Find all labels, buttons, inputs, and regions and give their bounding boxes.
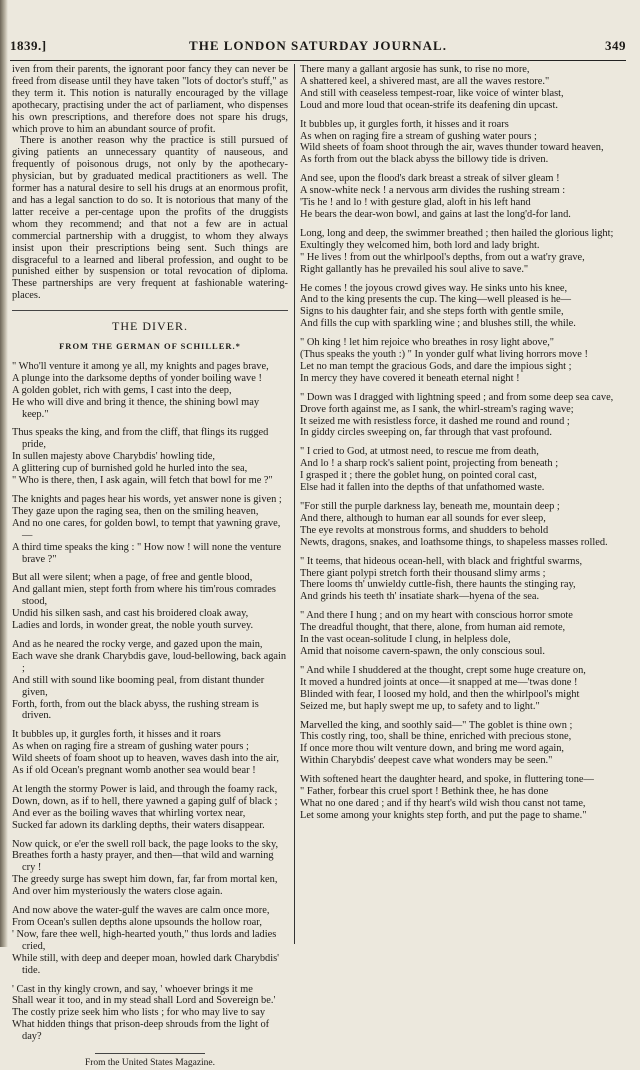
- poem-stanza: [12, 905, 288, 976]
- poem-stanza: [300, 392, 628, 440]
- poem-line: Drove forth against me, as I sank, the whirl-stream's raging wave;: [300, 403, 574, 415]
- poem-stanza: [12, 361, 288, 421]
- poem-stanza: [300, 119, 628, 167]
- poem-line: And over him mysteriously the waters close again.: [12, 886, 223, 898]
- poem-line: As forth from out the black abyss the billowy tide is driven.: [300, 154, 549, 166]
- poem-stanza: [12, 427, 288, 487]
- poem-line: " Down was I dragged with lightning speed ; and from some deep sea cave,: [300, 391, 614, 403]
- poem-title: THE DIVER.: [112, 319, 188, 334]
- poem-line: There many a gallant argosie has sunk, to rise no more,: [300, 64, 530, 75]
- article-paragraph: iven from their parents, the ignorant poor fancy they can never be freed from disease until they have taken "lots of doctor's stuff," as they term it. This notion is naturally encouraged by the village apothecary, practising under the act of parliament, who dispenses his own prescriptions, and therefore does not spare his drugs, which prove to him an abundant source of profit.: [12, 64, 288, 135]
- poem-line: And see, upon the flood's dark breast a streak of silver gleam !: [300, 173, 560, 185]
- poem-line: In mercy they have covered it beneath eternal night !: [300, 372, 520, 384]
- source-note: From the United States Magazine.: [84, 1058, 216, 1069]
- poem-line: " Father, forbear this cruel sport ! Bethink thee, he has done: [300, 786, 549, 798]
- poem-line: Amid that noisome cavern-spawn, the only conscious soul.: [300, 645, 546, 657]
- poem-stanza: [12, 839, 288, 899]
- poem-line: Blinded with fear, I loosed my hold, and then the whirlpool's might: [300, 688, 580, 700]
- poem-line: A shattered keel, a shivered mast, are all the waves restore.": [300, 75, 550, 87]
- poem-line: It bubbles up, it gurgles forth, it hisses and it roars: [12, 729, 221, 741]
- poem-line: And lo ! a sharp rock's salient point, projecting from beneath ;: [300, 458, 559, 470]
- poem-line: Wild sheets of foam shoot through the air, waves thunder toward heaven,: [300, 142, 604, 154]
- poem-line: And gallant mien, stept forth from where his tim'rous comrades stood,: [12, 584, 276, 608]
- poem-stanza: [300, 774, 628, 822]
- poem-line: Long, long and deep, the swimmer breathed ; then hailed the glorious light;: [300, 227, 614, 239]
- poem-stanza: [300, 228, 628, 276]
- poem-line: The costly prize seek him who lists ; for who may live to say: [12, 1007, 266, 1019]
- poem-stanza: [12, 639, 288, 722]
- poem-line: The greedy surge has swept him down, far, far from mortal ken,: [12, 874, 278, 886]
- poem-line: As when on raging fire a stream of gushing water pours ;: [300, 130, 537, 142]
- poem-line: Down, down, as if to hell, there yawned a gaping gulf of black ;: [12, 795, 278, 807]
- poem-line: " I cried to God, at utmost need, to rescue me from death,: [300, 446, 539, 458]
- poem-line: The dreadful thought, that there, alone, from human aid remote,: [300, 622, 566, 634]
- poem-line: Ladies and lords, in wonder great, the noble youth survey.: [12, 620, 254, 632]
- poem-line: A golden goblet, rich with gems, I cast into the deep,: [12, 384, 232, 396]
- poem-line: He comes ! the joyous crowd gives way. He sinks unto his knee,: [300, 282, 568, 294]
- page-binding-edge: [0, 0, 8, 947]
- poem-line: Now quick, or e'er the swell roll back, the page looks to the sky,: [12, 838, 279, 850]
- poem-line: And now above the water-gulf the waves are calm once more,: [12, 905, 270, 917]
- poem-line: There looms th' unwieldy cuttle-fish, there haunts the stinging ray,: [300, 579, 576, 591]
- poem-line: What no one dared ; and if thy heart's wild wish thou canst not tame,: [300, 797, 586, 809]
- poem-stanza: [300, 337, 628, 385]
- poem-line: A plunge into the darksome depths of yonder boiling wave !: [12, 372, 262, 384]
- poem-line: Newts, dragons, snakes, and loathsome things, to shapeless masses rolled.: [300, 536, 608, 548]
- poem-line: " Who is there, then, I ask again, will fetch that bowl for me ?": [12, 475, 273, 487]
- poem-line: And there, although to human ear all sounds for ever sleep,: [300, 512, 546, 524]
- poem-line: But all were silent; when a page, of free and gentle blood,: [12, 572, 253, 584]
- left-column: [12, 64, 288, 1070]
- poem-line: ' Now, fare thee well, high-hearted youth," thus lords and ladies cried,: [12, 928, 277, 952]
- poem-line: It seized me with resistless force, it dashed me round and round ;: [300, 415, 570, 427]
- poem-line: Forth, forth, from out the black abyss, the rushing stream is driven.: [12, 698, 259, 722]
- poem-line: From Ocean's sullen depths alone upsounds the hollow roar,: [12, 917, 262, 928]
- poem-line: And ever as the boiling waves that whirling vortex near,: [12, 807, 246, 819]
- poem-line: Seized me, but haply swept me up, to safety and to light.": [300, 700, 540, 712]
- poem-line: "For still the purple darkness lay, beneath me, mountain deep ;: [300, 501, 560, 512]
- poem-line: Marvelled the king, and soothly said—" The goblet is thine own ;: [300, 719, 573, 731]
- poem-line: And to the king presents the cup. The king—well pleased is he—: [300, 294, 572, 306]
- poem-line: " Who'll venture it among ye all, my knights and pages brave,: [12, 360, 269, 372]
- poem-stanza: [12, 494, 288, 565]
- poem-line: He bears the dear-won bowl, and gains at last the long'd-for land.: [300, 208, 571, 220]
- poem-line: It moved a hundred joints at once—it snapped at me—'twas done !: [300, 676, 578, 688]
- poem-stanza: [300, 283, 628, 331]
- poem-line: " It teems, that hideous ocean-hell, with black and frightful swarms,: [300, 555, 583, 567]
- poem-line: Right gallantly has he prevailed his soul alive to save.": [300, 263, 529, 275]
- header-rule: [10, 60, 626, 61]
- poem-line: Undid his silken sash, and cast his broidered cloak away,: [12, 608, 249, 620]
- poem-line: " Oh king ! let him rejoice who breathes in rosy light above,": [300, 337, 555, 349]
- poem-stanza: [12, 784, 288, 832]
- poem-line: And fills the cup with sparkling wine ; and blushes still, the while.: [300, 318, 576, 330]
- poem-line: Else had it fallen into the depths of that unfathomed waste.: [300, 482, 545, 494]
- poem-line: 'Tis he ! and lo ! with gesture glad, aloft in his left hand: [300, 197, 531, 209]
- poem-line: He who will dive and bring it thence, the shining bowl may keep.": [12, 396, 260, 420]
- poem-line: And grinds his teeth th' insatiate shark—hyena of the sea.: [300, 591, 540, 603]
- poem-line: With softened heart the daughter heard, and spoke, in fluttering tone—: [300, 774, 594, 786]
- article-paragraph: There is another reason why the practice is still pursued of giving patients an unnecessary quantity of nauseous, and frequently of poisonous drugs, not only by the apothecary-physician, but by graduated medical practitioners as well. The former has a natural desire to sell his drugs at an enormous profit, and has a legal sanction to do so. It is notorious that many of the latter receive a per-centage upon the profits of the druggists whom they recommend; and that not a few are in actual commercial partnership with a druggist, to whom they always insist upon their prescriptions being sent. Such things are disgraceful to a learned and liberal profession, and ought to be punished either by suspension or total revocation of diploma. These partnerships are very frequent at fashionable watering-places.: [12, 135, 288, 302]
- poem-line: A snow-white neck ! a nervous arm divides the rushing stream :: [300, 185, 566, 197]
- poem-line: They gaze upon the raging sea, then on the smiling heaven,: [12, 505, 259, 517]
- poem-line: Within Charybdis' deepest cave what wonders may be seen.": [300, 755, 553, 767]
- poem-line: This costly ring, too, shall be thine, enriched with precious stone,: [300, 731, 572, 743]
- poem-stanza: [300, 501, 628, 549]
- poem-line: Signs to his daughter fair, and she steps forth with gentle smile,: [300, 306, 564, 318]
- poem-line: In sullen majesty above Charybdis' howling tide,: [12, 451, 216, 463]
- poem-line: What hidden things that prison-deep shrouds from the light of day?: [12, 1019, 270, 1043]
- poem-line: It bubbles up, it gurgles forth, it hisses and it roars: [300, 118, 509, 130]
- poem-stanza: [300, 446, 628, 494]
- poem-line: And still with sound like booming peal, from distant thunder given,: [12, 674, 265, 698]
- poem-subtitle: FROM THE GERMAN OF SCHILLER.*: [59, 341, 241, 352]
- poem-line: And no one cares, for golden bowl, to tempt that yawning grave,—: [12, 517, 281, 541]
- poem-stanza: [300, 665, 628, 713]
- poem-line: Shall wear it too, and in my stead shall Lord and Sovereign be.': [12, 995, 276, 1007]
- section-divider: [12, 310, 288, 311]
- poem-line: As if old Ocean's pregnant womb another sea would bear !: [12, 765, 256, 777]
- poem-line: At length the stormy Power is laid, and through the foamy rack,: [12, 783, 278, 795]
- poem-line: (Thus speaks the youth :) " In yonder gulf what living horrors move !: [300, 349, 588, 361]
- right-column: [300, 64, 628, 829]
- column-divider: [294, 64, 295, 944]
- poem-stanza: [12, 572, 288, 632]
- poem-line: In the vast ocean-solitude I clung, in helpless dole,: [300, 634, 511, 646]
- poem-stanza: [12, 729, 288, 777]
- header-year: 1839.]: [10, 38, 47, 53]
- poem-line: While still, with deep and deeper moan, howled dark Charybdis' tide.: [12, 952, 280, 976]
- poem-line: Breathes forth a hasty prayer, and then—that wild and warning cry !: [12, 850, 274, 874]
- poem-line: If once more thou wilt venture down, and bring me word again,: [300, 743, 565, 755]
- poem-line: There giant polypi stretch forth their thousand slimy arms ;: [300, 567, 546, 579]
- poem-line: Wild sheets of foam shoot up to heaven, waves dash into the air,: [12, 753, 279, 765]
- poem-line: Sucked far adown its darkling depths, their waters disappear.: [12, 819, 265, 831]
- poem-line: Let no man tempt the gracious Gods, and dare the impious sight ;: [300, 360, 572, 372]
- poem-line: Exultingly they welcomed him, both lord and lady bright.: [300, 239, 540, 251]
- poem-line: Loud and more loud that ocean-strife its deafening din upcast.: [300, 99, 558, 111]
- poem-line: The knights and pages hear his words, yet answer none is given ;: [12, 494, 282, 505]
- journal-title: THE LONDON SATURDAY JOURNAL.: [189, 38, 447, 53]
- poem-stanza: [300, 720, 628, 768]
- page-number: 349: [605, 38, 626, 53]
- poem-line: A glittering cup of burnished gold he hurled into the sea,: [12, 463, 248, 475]
- poem-stanza: [12, 984, 288, 1044]
- poem-line: As when on raging fire a stream of gushing water pours ;: [12, 741, 249, 753]
- poem-stanza: [300, 610, 628, 658]
- poem-line: " And there I hung ; and on my heart with conscious horror smote: [300, 610, 573, 622]
- poem-stanza: [300, 556, 628, 604]
- poem-stanza: [300, 173, 628, 221]
- poem-stanzas-left: [12, 361, 288, 1043]
- poem-line: I grasped it ; there the goblet hung, on pointed coral cast,: [300, 470, 537, 482]
- poem-stanza: [300, 64, 628, 112]
- poem-line: The eye revolts at monstrous forms, and shudders to behold: [300, 524, 549, 536]
- poem-line: ' Cast in thy kingly crown, and say, ' whoever brings it me: [12, 983, 253, 995]
- running-header: [10, 38, 626, 56]
- poem-line: " And while I shuddered at the thought, crept some huge creature on,: [300, 664, 586, 676]
- poem-line: Thus speaks the king, and from the cliff, that flings its rugged pride,: [12, 427, 269, 451]
- poem-line: In giddy circles sweeping on, far through that vast profound.: [300, 427, 552, 439]
- poem-line: And still with ceaseless tempest-roar, like voice of winter blast,: [300, 87, 564, 99]
- poem-line: And as he neared the rocky verge, and gazed upon the main,: [12, 638, 263, 650]
- poem-line: A third time speaks the king : " How now ! will none the venture brave ?": [12, 541, 282, 565]
- poem-line: Each wave she drank Charybdis gave, loud-bellowing, back again ;: [12, 650, 287, 674]
- poem-line: " He lives ! from out the whirlpool's depths, from out a wat'ry grave,: [300, 251, 585, 263]
- poem-stanzas-right: [300, 64, 628, 822]
- poem-line: Let some among your knights step forth, and put the page to shame.": [300, 809, 587, 821]
- footnote-rule: [95, 1053, 205, 1054]
